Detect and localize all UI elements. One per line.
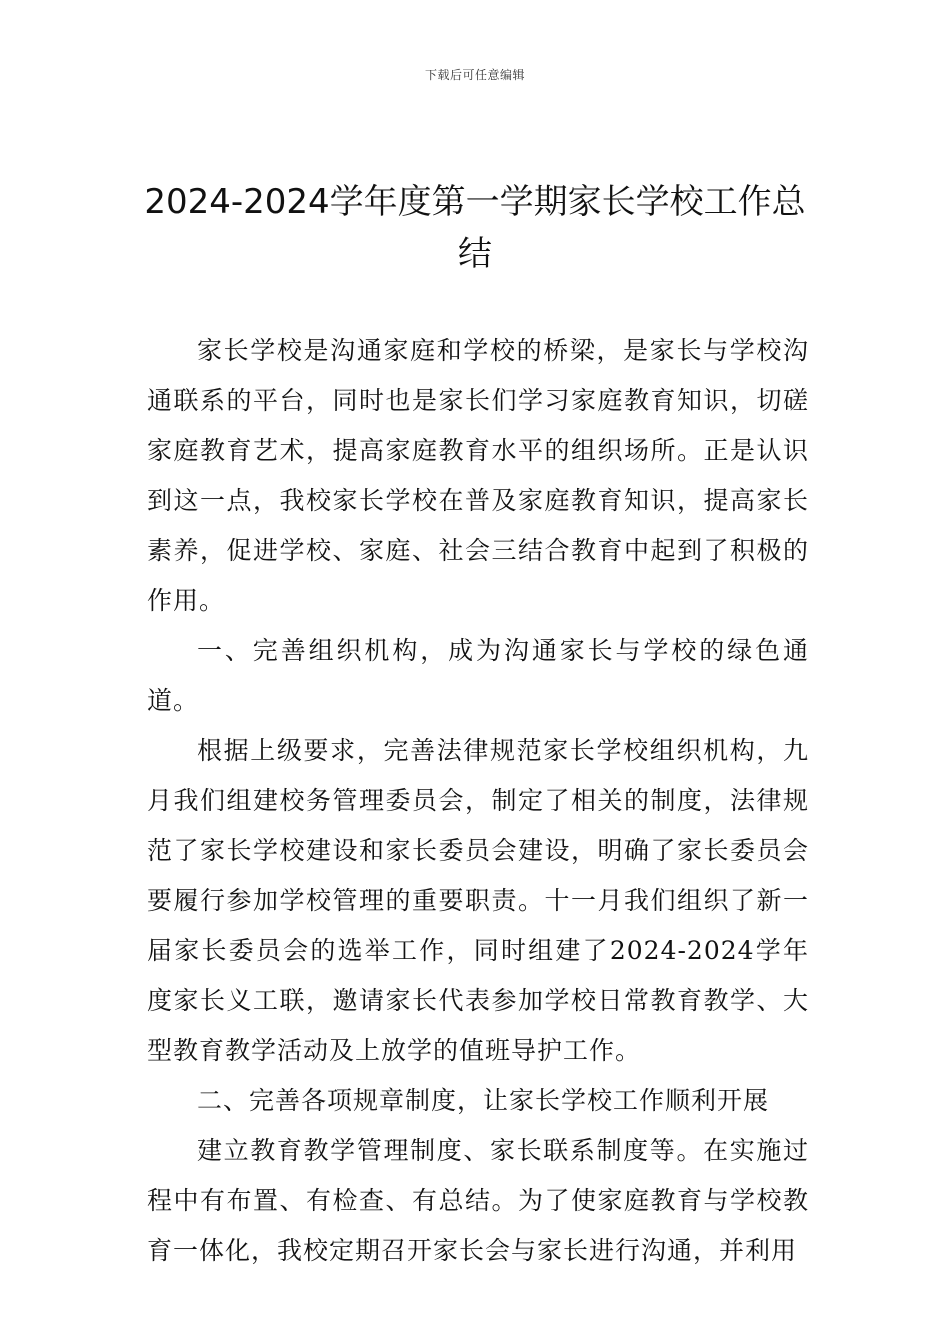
paragraph-intro: 家长学校是沟通家庭和学校的桥梁，是家长与学校沟通联系的平台，同时也是家长们学习家庭教育知识，切磋家庭教育艺术，提高家庭教育水平的组织场所。正是认识到这一点，我校家长学校在普及家庭教育知识，提高家长素养，促进学校、家庭、社会三结合教育中起到了积极的作用。 xyxy=(147,336,809,615)
document-title: 2024-2024学年度第一学期家长学校工作总结 xyxy=(144,182,806,274)
paragraph-section-1: 根据上级要求，完善法律规范家长学校组织机构，九月我们组建校务管理委员会，制定了相关的制度，法律规范了家长学校建设和家长委员会建设，明确了家长委员会要履行参加学校管理的重要职责。十一月我们组织了新一届家长委员会的选举工作，同时组建了2024-2024学年度家长义工联，邀请家长代表参加学校日常教育教学、大型教育教学活动及上放学的值班导护工作。 xyxy=(147,736,809,1065)
paragraph-section-2: 建立教育教学管理制度、家长联系制度等。在实施过程中有布置、有检查、有总结。为了使家庭教育与学校教育一体化，我校定期召开家长会与家长进行沟通，并利用 xyxy=(147,1136,809,1265)
section-heading-1: 一、完善组织机构，成为沟通家长与学校的绿色通道。 xyxy=(147,636,809,715)
section-heading-2: 二、完善各项规章制度，让家长学校工作顺利开展 xyxy=(197,1086,770,1115)
document-body xyxy=(147,326,809,1276)
header-note: 下载后可任意编辑 xyxy=(424,68,525,82)
